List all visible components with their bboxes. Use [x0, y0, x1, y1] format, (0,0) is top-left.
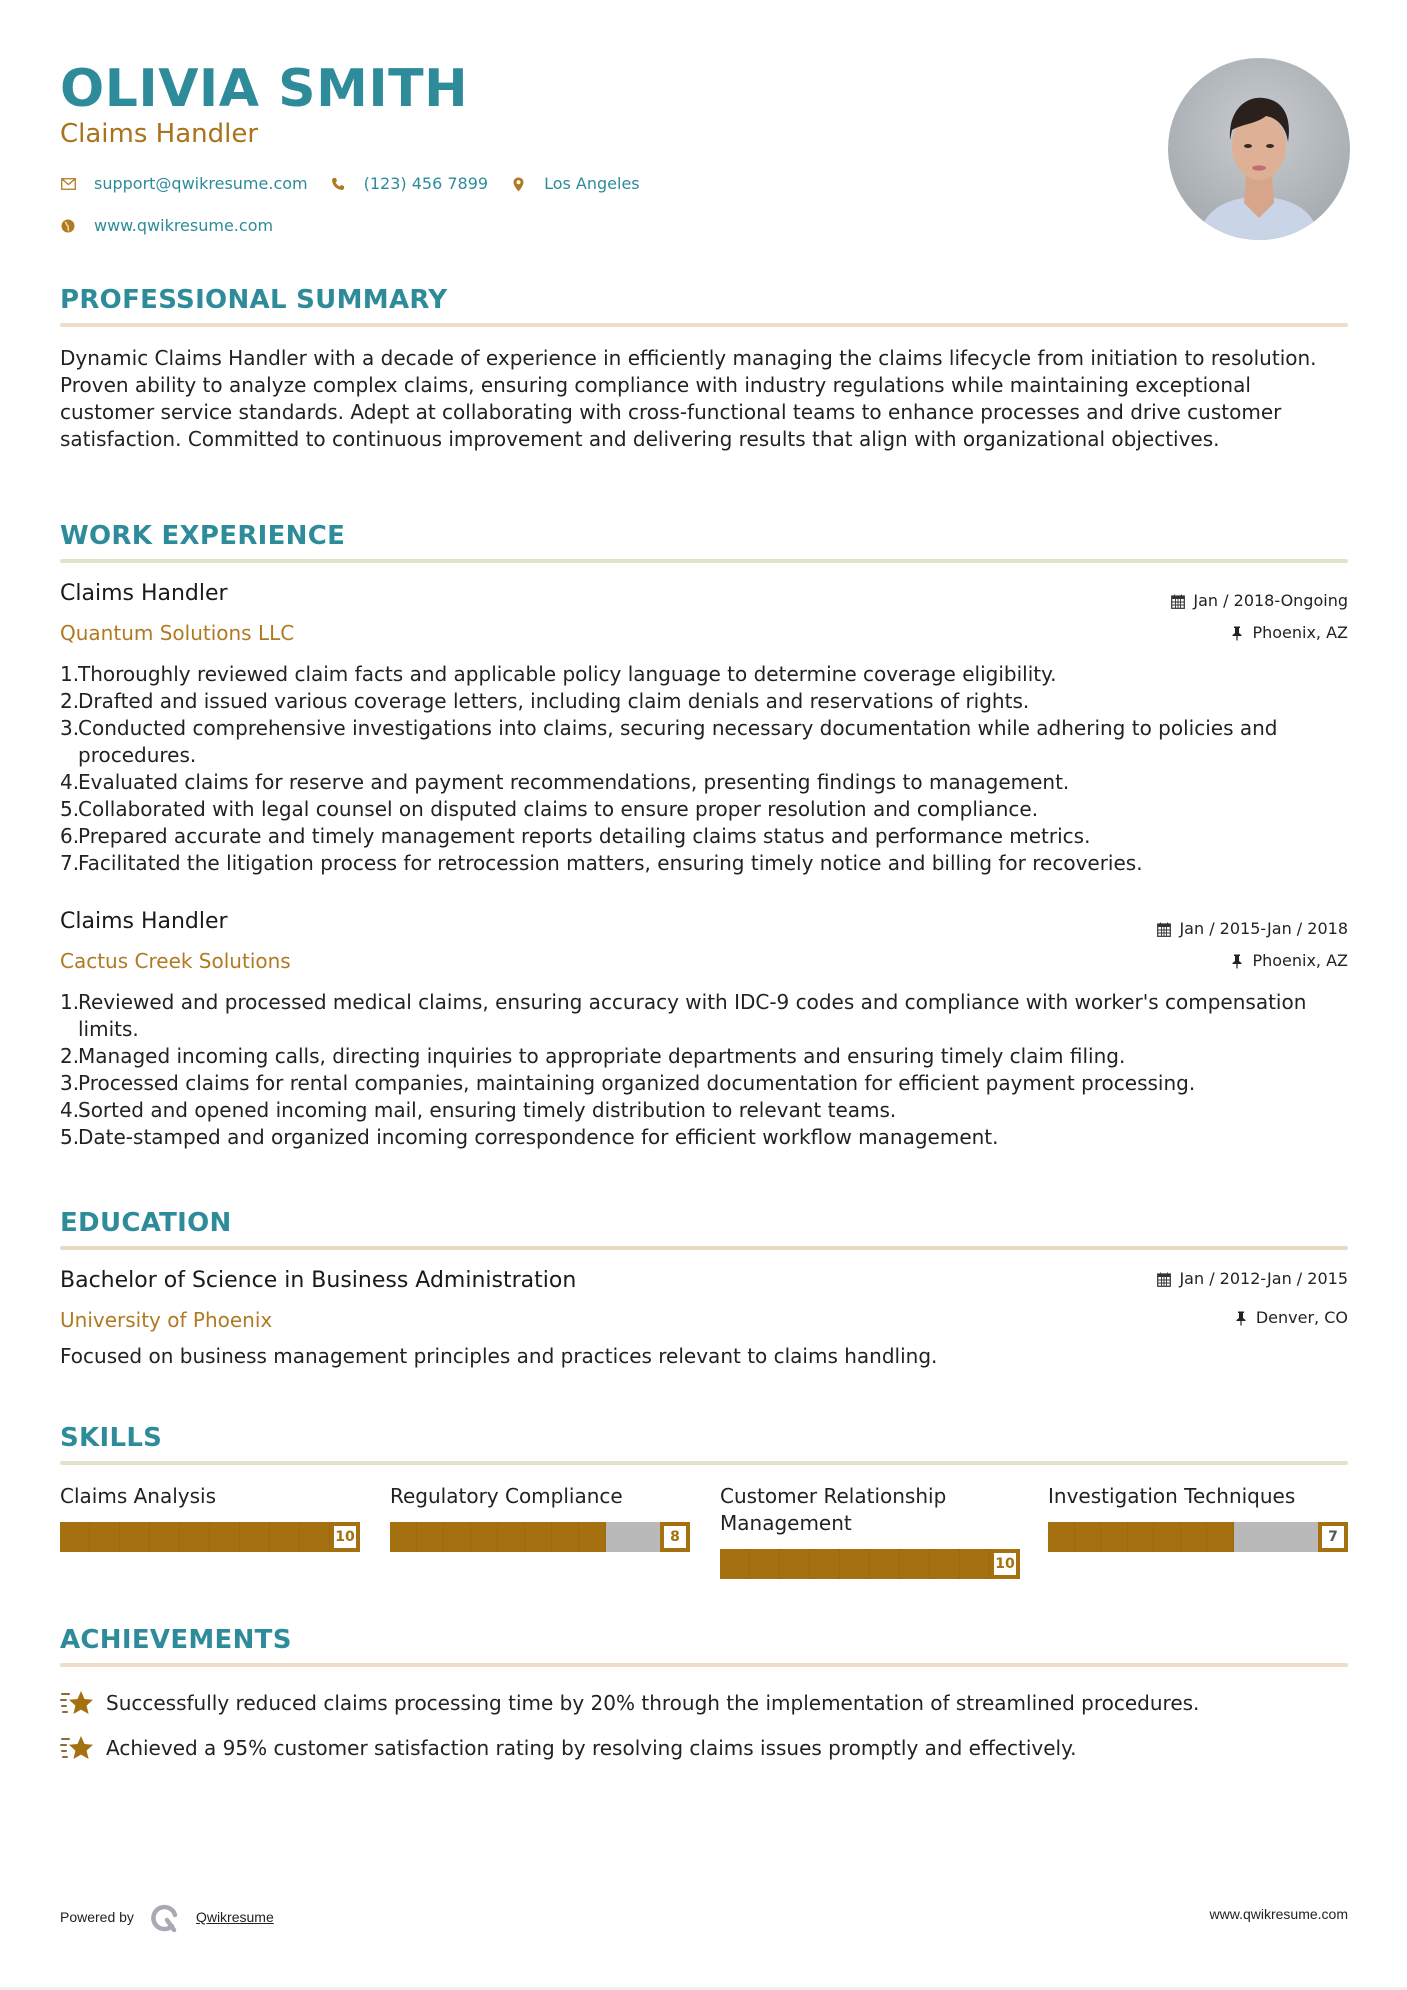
achievement-item — [60, 1688, 1199, 1718]
pushpin-icon — [1230, 625, 1244, 641]
list-item: 5. Date-stamped and organized incoming correspondence for efficient workflow management. — [60, 1125, 999, 1149]
skill-item — [1048, 1483, 1348, 1552]
job-dates-text: Jan / 2018-Ongoing — [1193, 591, 1348, 610]
contact-website[interactable] — [60, 215, 273, 237]
list-item: 6. Prepared accurate and timely management reports detailing claims status and performance metrics. — [60, 824, 1091, 848]
phone-icon — [330, 176, 346, 192]
calendar-icon — [1171, 593, 1185, 609]
portrait-illustration — [1168, 58, 1350, 240]
location-text: Los Angeles — [544, 174, 640, 193]
skill-name: Customer Relationship Management — [720, 1484, 947, 1535]
skill-name: Regulatory Compliance — [390, 1484, 623, 1508]
job-title: Claims Handler — [60, 909, 228, 934]
website-text: www.qwikresume.com — [94, 216, 274, 235]
contact-phone[interactable] — [330, 173, 488, 195]
contact-row-2 — [60, 215, 295, 237]
candidate-name: OLIVIA SMITH — [60, 59, 469, 119]
job-location-text: Phoenix, AZ — [1252, 623, 1348, 642]
job-bullets — [60, 989, 1348, 1151]
skill-rating-bar — [390, 1522, 690, 1552]
envelope-icon — [60, 176, 76, 192]
list-item: 5. Collaborated with legal counsel on disputed claims to ensure proper resolution and compliance. — [60, 797, 1039, 821]
list-item: 2. Drafted and issued various coverage letters, including claim denials and reservations of rights. — [60, 689, 1030, 713]
job-dates — [1171, 590, 1348, 612]
summary-divider — [60, 323, 1348, 327]
list-item: 3. Conducted comprehensive investigations into claims, securing necessary documentation while adhering to policies and procedures. — [60, 716, 1278, 767]
achievement-item — [60, 1733, 1076, 1763]
job-location — [1230, 622, 1348, 644]
contact-email[interactable] — [60, 173, 308, 195]
list-item: 2. Managed incoming calls, directing inquiries to appropriate departments and ensuring timely claim filing. — [60, 1044, 1126, 1068]
skill-score: 8 — [660, 1522, 690, 1552]
education-dates-text: Jan / 2012-Jan / 2015 — [1179, 1269, 1348, 1288]
summary-heading: PROFESSIONAL SUMMARY — [60, 285, 448, 315]
calendar-icon — [1157, 921, 1171, 937]
job-dates-text: Jan / 2015-Jan / 2018 — [1179, 919, 1348, 938]
achievements-heading: ACHIEVEMENTS — [60, 1625, 292, 1655]
powered-by-label: Powered by — [60, 1909, 134, 1925]
skills-heading: SKILLS — [60, 1423, 163, 1453]
skill-item — [720, 1483, 1020, 1579]
phone-text: (123) 456 7899 — [363, 174, 489, 193]
education-heading: EDUCATION — [60, 1208, 232, 1238]
skill-score: 10 — [990, 1549, 1020, 1579]
candidate-title: Claims Handler — [60, 119, 259, 149]
pushpin-icon — [1234, 1310, 1248, 1326]
education-dates — [1157, 1268, 1348, 1290]
skill-rating-bar — [1048, 1522, 1348, 1552]
job-bullets — [60, 661, 1348, 877]
pushpin-icon — [1230, 953, 1244, 969]
skill-name: Investigation Techniques — [1048, 1484, 1296, 1508]
education-location — [1234, 1307, 1348, 1329]
list-item: 3. Processed claims for rental companies, maintaining organized documentation for efficient payment processing. — [60, 1071, 1196, 1095]
school-name: University of Phoenix — [60, 1308, 273, 1332]
education-location-text: Denver, CO — [1255, 1308, 1348, 1327]
job-company: Quantum Solutions LLC — [60, 621, 295, 645]
skill-name: Claims Analysis — [60, 1484, 216, 1508]
skill-rating-bar — [720, 1549, 1020, 1579]
map-marker-icon — [510, 176, 526, 192]
contact-location — [510, 173, 640, 195]
globe-icon — [60, 218, 76, 234]
skill-score: 10 — [330, 1522, 360, 1552]
shooting-star-icon — [60, 1688, 94, 1718]
list-item: 7. Facilitated the litigation process for retrocession matters, ensuring timely notice and billing for recoveries. — [60, 851, 1143, 875]
shooting-star-icon — [60, 1733, 94, 1763]
qwikresume-logo-icon — [150, 1902, 180, 1932]
list-item: 4. Sorted and opened incoming mail, ensuring timely distribution to relevant teams. — [60, 1098, 897, 1122]
skill-score: 7 — [1318, 1522, 1348, 1552]
education-description: Focused on business management principles and practices relevant to claims handling. — [60, 1344, 938, 1368]
skill-item — [390, 1483, 690, 1552]
job-dates — [1157, 918, 1348, 940]
calendar-icon — [1157, 1271, 1171, 1287]
degree-title: Bachelor of Science in Business Administration — [60, 1268, 577, 1293]
skill-rating-bar — [60, 1522, 360, 1552]
footer-website[interactable]: www.qwikresume.com — [1209, 1906, 1348, 1922]
profile-photo — [1168, 58, 1350, 240]
job-company: Cactus Creek Solutions — [60, 949, 291, 973]
achievement-text: Successfully reduced claims processing time by 20% through the implementation of streamlined procedures. — [106, 1690, 1200, 1715]
email-text: support@qwikresume.com — [94, 174, 308, 193]
achievements-divider — [60, 1663, 1348, 1667]
powered-by — [60, 1902, 274, 1932]
experience-heading: WORK EXPERIENCE — [60, 521, 346, 551]
job-location-text: Phoenix, AZ — [1252, 951, 1348, 970]
list-item: 1. Thoroughly reviewed claim facts and applicable policy language to determine coverage eligibility. — [60, 662, 1057, 686]
experience-divider — [60, 559, 1348, 563]
skills-divider — [60, 1461, 1348, 1465]
qwikresume-link[interactable]: Qwikresume — [195, 1909, 274, 1925]
list-item: 1. Reviewed and processed medical claims, ensuring accuracy with IDC-9 codes and compliance with worker's compensation limits. — [60, 990, 1307, 1041]
summary-text: Dynamic Claims Handler with a decade of experience in efficiently managing the claims lifecycle from initiation to resolution. Proven ability to analyze complex claims, ensuring compliance with industry regulations while maintaining exceptional customer service standards. Adept at collaborating with cross-functional teams to enhance processes and drive customer satisfaction. Committed to continuous improvement and delivering results that align with organizational objectives. — [60, 346, 1317, 451]
contact-row — [60, 173, 662, 195]
job-location — [1230, 950, 1348, 972]
list-item: 4. Evaluated claims for reserve and payment recommendations, presenting findings to management. — [60, 770, 1070, 794]
achievement-text: Achieved a 95% customer satisfaction rating by resolving claims issues promptly and effectively. — [106, 1735, 1077, 1760]
education-divider — [60, 1246, 1348, 1250]
skill-item — [60, 1483, 360, 1552]
job-title: Claims Handler — [60, 581, 228, 606]
